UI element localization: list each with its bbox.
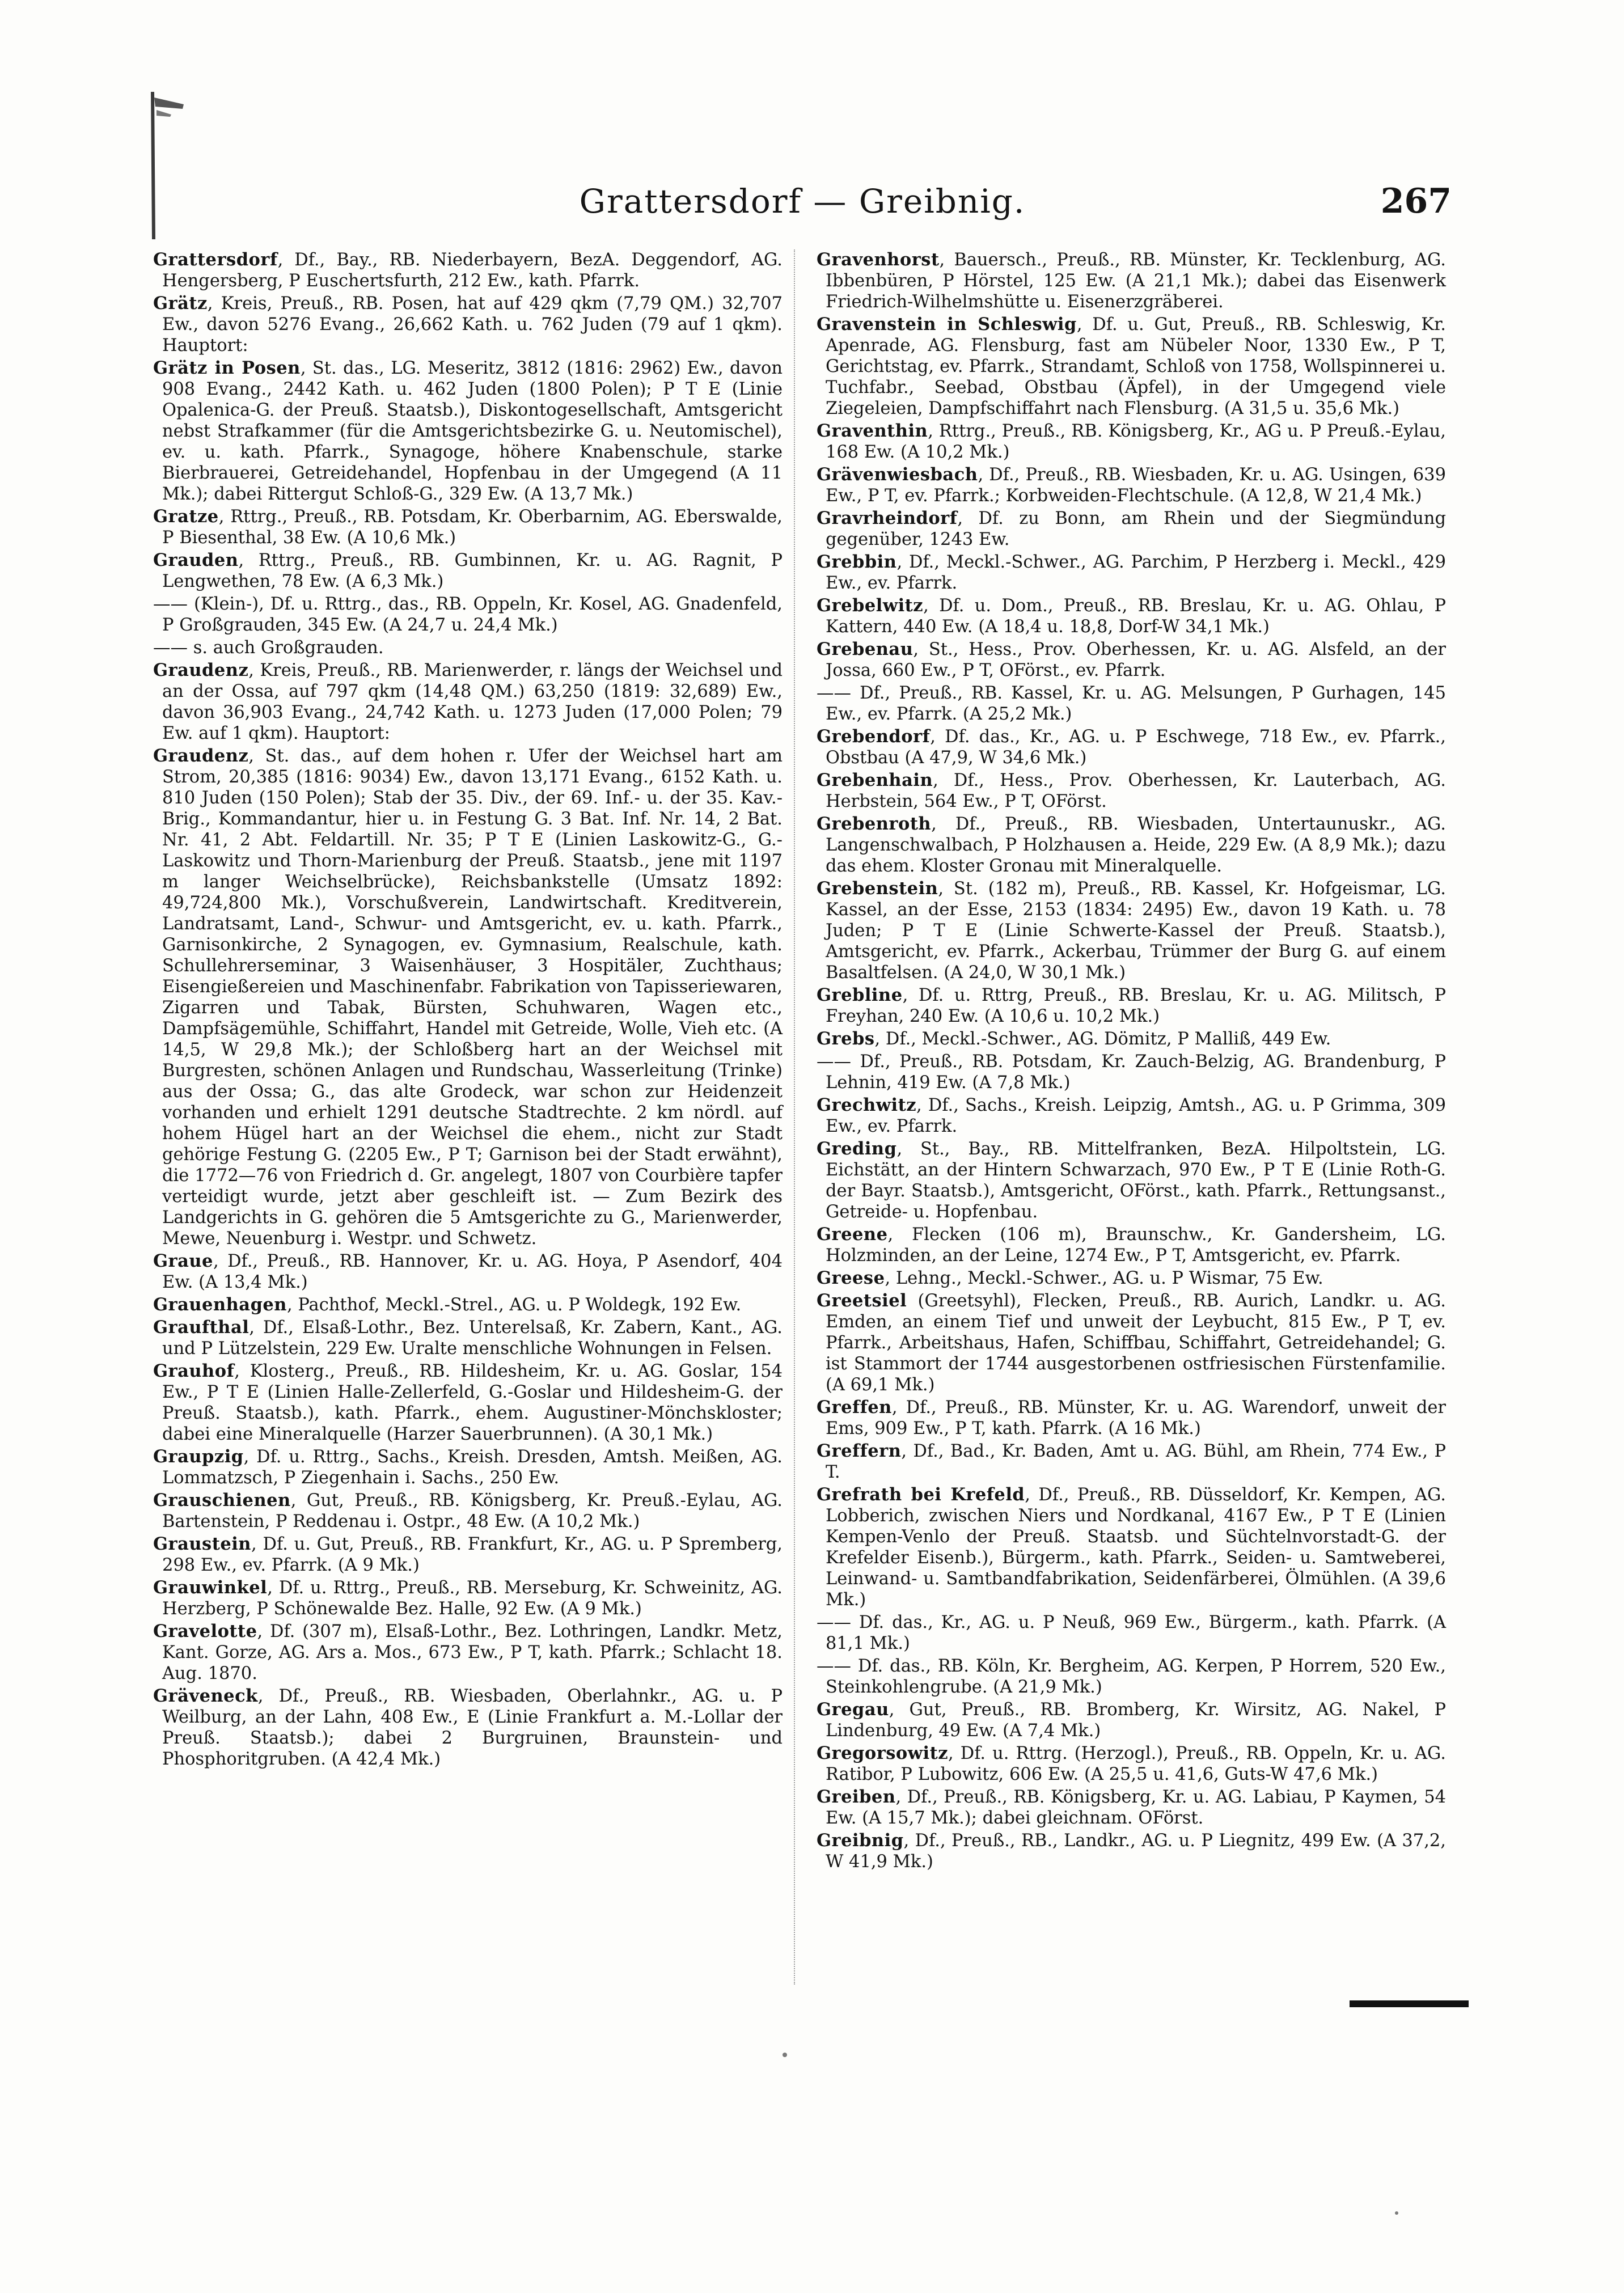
entry-headword: Greene bbox=[817, 1224, 888, 1245]
entry-text: —— Df. das., Kr., AG. u. P Neuß, 969 Ew., Bürgerm., kath. Pfarrk. (A 81,1 Mk.) bbox=[817, 1613, 1446, 1653]
entry-text: , Df. u. Rttrg., Sachs., Kreish. Dresden, Amtsh. Meißen, AG. Lommatzsch, P Ziegenhain i. Sachs., 250 Ew. bbox=[162, 1447, 783, 1488]
dictionary-entry bbox=[817, 314, 1446, 419]
dictionary-entry bbox=[153, 1577, 783, 1619]
dictionary-entry bbox=[817, 683, 1446, 725]
entry-headword: Gravenstein in Schleswig bbox=[817, 314, 1077, 335]
entry-headword: Grattersdorf bbox=[153, 249, 278, 270]
page-header bbox=[153, 170, 1452, 232]
entry-headword: Grebenstein bbox=[817, 878, 938, 899]
dictionary-entry bbox=[153, 358, 783, 505]
entry-text: , St., Bay., RB. Mittelfranken, BezA. Hilpoltstein, LG. Eichstätt, an der Hintern Schwarzach, 970 Ew., P T E (Linie Roth-G. der Bayr. Staatsb.), Amtsgericht, OFörst., kath. Pfarrk., Rettungsanst., Getreide- u. Hopfenbau. bbox=[826, 1139, 1446, 1222]
entry-headword: Greibnig bbox=[817, 1830, 904, 1851]
entry-text: , Df., Preuß., RB. Hannover, Kr. u. AG. Hoya, P Asendorf, 404 Ew. (A 13,4 Mk.) bbox=[162, 1251, 783, 1292]
page-number: 267 bbox=[1380, 181, 1452, 221]
entry-text: , Df., Preuß., RB., Landkr., AG. u. P Liegnitz, 499 Ew. (A 37,2, W 41,9 Mk.) bbox=[826, 1831, 1446, 1872]
dictionary-entry bbox=[817, 508, 1446, 550]
entry-text: , Df., Preuß., RB. Königsberg, Kr. u. AG. Labiau, P Kaymen, 54 Ew. (A 15,7 Mk.); dabei gleichnam. OFörst. bbox=[826, 1787, 1446, 1828]
entry-text: , Pachthof, Meckl.-Strel., AG. u. P Woldegk, 192 Ew. bbox=[286, 1295, 742, 1315]
dictionary-entry bbox=[817, 1268, 1446, 1289]
dictionary-entry bbox=[817, 985, 1446, 1027]
dictionary-entry bbox=[153, 506, 783, 548]
dictionary-entry bbox=[153, 637, 783, 658]
dictionary-entry bbox=[817, 1224, 1446, 1266]
dictionary-entry bbox=[153, 1251, 783, 1293]
entry-headword: Graustein bbox=[153, 1534, 251, 1554]
entry-text: , Df. (307 m), Elsaß-Lothr., Bez. Lothringen, Landkr. Metz, Kant. Gorze, AG. Ars a. Mos., 673 Ew., P T, kath. Pfarrk.; Schlacht 18. Aug. 1870. bbox=[162, 1622, 783, 1683]
dictionary-entry bbox=[153, 1686, 783, 1770]
entry-headword: Grebenau bbox=[817, 639, 914, 659]
entry-text: , Rttrg., Preuß., RB. Gumbinnen, Kr. u. AG. Ragnit, P Lengwethen, 78 Ew. (A 6,3 Mk.) bbox=[162, 551, 783, 591]
dictionary-entry bbox=[817, 595, 1446, 637]
dictionary-entry bbox=[817, 1441, 1446, 1483]
dictionary-entry bbox=[817, 1612, 1446, 1654]
entry-text: , Kreis, Preuß., RB. Posen, hat auf 429 qkm (7,79 QM.) 32,707 Ew., davon 5276 Evang., 26,662 Kath. u. 762 Juden (79 auf 1 qkm). Hauptort: bbox=[162, 294, 783, 356]
entry-headword: Graupzig bbox=[153, 1446, 244, 1467]
entry-text: , Df., Sachs., Kreish. Leipzig, Amtsh., AG. u. P Grimma, 309 Ew., ev. Pfarrk. bbox=[826, 1095, 1446, 1136]
entry-text: —— Df., Preuß., RB. Potsdam, Kr. Zauch-Belzig, AG. Brandenburg, P Lehnin, 419 Ew. (A 7,8 Mk.) bbox=[817, 1052, 1446, 1093]
entry-headword: Graventhin bbox=[817, 421, 928, 441]
entry-headword: Grauenhagen bbox=[153, 1294, 287, 1315]
dictionary-entry bbox=[817, 1051, 1446, 1093]
dictionary-entry bbox=[817, 421, 1446, 463]
entry-text: , St. das., LG. Meseritz, 3812 (1816: 2962) Ew., davon 908 Evang., 2442 Kath. u. 462 Juden (1800 Polen); P T E (Linie Opalenica-G. der Preuß. Staatsb.), Diskontogesellschaft, Amtsgericht nebst Strafkammer (für die Amtsgerichtsbezirke G. u. Neutomischel), ev. u. kath. Pfarrk., Synagoge, höhere Knabenschule, starke Bierbrauerei, Getreidehandel, Hopfenbau in der Umgegend (A 11 Mk.); dabei Rittergut Schloß-G., 329 Ew. (A 13,7 Mk.) bbox=[162, 358, 783, 504]
entry-headword: Greding bbox=[817, 1139, 897, 1159]
print-speck bbox=[1395, 2211, 1398, 2215]
entry-headword: Graudenz bbox=[153, 746, 249, 766]
dictionary-entry bbox=[153, 746, 783, 1249]
dictionary-entry bbox=[153, 1294, 783, 1315]
entry-text: , Df., Hess., Prov. Oberhessen, Kr. Lauterbach, AG. Herbstein, 564 Ew., P T, OFörst. bbox=[826, 771, 1446, 811]
entry-headword: Greetsiel bbox=[817, 1291, 907, 1311]
dictionary-entry bbox=[817, 1787, 1446, 1829]
entry-headword: Gravrheindorf bbox=[817, 508, 958, 528]
entry-text: , Flecken (106 m), Braunschw., Kr. Gandersheim, LG. Holzminden, an der Leine, 1274 Ew., P T, Amtsgericht, ev. Pfarrk. bbox=[826, 1225, 1446, 1266]
entry-headword: Graue bbox=[153, 1251, 213, 1271]
bottom-rule bbox=[1350, 2000, 1469, 2007]
entry-text: , Gut, Preuß., RB. Königsberg, Kr. Preuß.-Eylau, AG. Bartenstein, P Reddenau i. Ostpr., 48 Ew. (A 10,2 Mk.) bbox=[162, 1491, 783, 1532]
entry-text: —— (Klein-), Df. u. Rttrg., das., RB. Oppeln, Kr. Kosel, AG. Gnadenfeld, P Großgrauden, 345 Ew. (A 24,7 u. 24,4 Mk.) bbox=[153, 594, 783, 635]
entry-text: —— Df., Preuß., RB. Kassel, Kr. u. AG. Melsungen, P Gurhagen, 145 Ew., ev. Pfarrk. (A 25,2 Mk.) bbox=[817, 683, 1446, 724]
dictionary-entry bbox=[817, 878, 1446, 983]
entry-text: , Klosterg., Preuß., RB. Hildesheim, Kr. u. AG. Goslar, 154 Ew., P T E (Linien Halle-Zellerfeld, G.-Goslar und Hildesheim-G. der Preuß. Staatsb.), kath. Pfarrk., ehem. Augustiner-Mönchskloster; dabei eine Mineralquelle (Harzer Sauerbrunnen). (A 30,1 Mk.) bbox=[162, 1361, 783, 1444]
entry-text: , Bauersch., Preuß., RB. Münster, Kr. Tecklenburg, AG. Ibbenbüren, P Hörstel, 125 Ew. (A 21,1 Mk.); dabei das Eisenwerk Friedrich-Wilhelmshütte u. Eisenerzgräberei. bbox=[826, 250, 1446, 312]
entry-text: , Df. u. Gut, Preuß., RB. Schleswig, Kr. Apenrade, AG. Flensburg, fast am Nübeler Noor, 1330 Ew., P T, Gerichtstag, ev. Pfarrk., Strandamt, Schloß von 1758, Wollspinnerei u. Tuchfabr., Seebad, Obstbau (Äpfel), in der Umgegend viele Ziegeleien, Dampfschiffahrt nach Flensburg. (A 31,5 u. 35,6 Mk.) bbox=[826, 315, 1446, 418]
dictionary-entry bbox=[817, 1291, 1446, 1395]
dictionary-entry bbox=[817, 552, 1446, 594]
entry-headword: Gravenhorst bbox=[817, 249, 940, 270]
dictionary-entry bbox=[153, 1490, 783, 1532]
entry-text: , Df., Preuß., RB. Wiesbaden, Kr. u. AG. Usingen, 639 Ew., P T, ev. Pfarrk.; Korbweiden-Flechtschule. (A 12,8, W 21,4 Mk.) bbox=[826, 465, 1446, 506]
dictionary-entry bbox=[153, 1621, 783, 1684]
entry-headword: Grätz bbox=[153, 293, 208, 314]
dictionary-entry bbox=[153, 293, 783, 356]
entry-headword: Grebs bbox=[817, 1029, 875, 1049]
entry-text: , Df. u. Dom., Preuß., RB. Breslau, Kr. u. AG. Ohlau, P Kattern, 440 Ew. (A 18,4 u. 18,8, Dorf-W 34,1 Mk.) bbox=[826, 596, 1446, 637]
dictionary-entry bbox=[817, 249, 1446, 312]
entry-text: , Df., Elsaß-Lothr., Bez. Unterelsaß, Kr. Zabern, Kant., AG. und P Lützelstein, 229 Ew. Uralte menschliche Wohnungen in Felsen. bbox=[162, 1318, 783, 1359]
dictionary-entry bbox=[817, 1656, 1446, 1698]
entry-text: , Df. zu Bonn, am Rhein und der Siegmündung gegenüber, 1243 Ew. bbox=[826, 509, 1446, 549]
entry-headword: Gratze bbox=[153, 506, 219, 527]
entry-text: , Df., Meckl.-Schwer., AG. Dömitz, P Malliß, 449 Ew. bbox=[874, 1029, 1331, 1049]
right-column bbox=[817, 249, 1446, 1874]
entry-headword: Gräveneck bbox=[153, 1686, 258, 1706]
entry-headword: Grebelwitz bbox=[817, 595, 924, 616]
entry-text: , Df., Bad., Kr. Baden, Amt u. AG. Bühl, am Rhein, 774 Ew., P T. bbox=[826, 1441, 1446, 1482]
entry-headword: Gregorsowitz bbox=[817, 1743, 949, 1763]
dictionary-entry bbox=[153, 1361, 783, 1445]
entry-text: , Df. u. Rttrg., Preuß., RB. Merseburg, Kr. Schweinitz, AG. Herzberg, P Schönewalde Bez. Halle, 92 Ew. (A 9 Mk.) bbox=[162, 1578, 783, 1619]
dictionary-entry bbox=[817, 1095, 1446, 1137]
entry-headword: Grebline bbox=[817, 985, 903, 1005]
entry-text: , Gut, Preuß., RB. Bromberg, Kr. Wirsitz, AG. Nakel, P Lindenburg, 49 Ew. (A 7,4 Mk.) bbox=[826, 1700, 1446, 1741]
dictionary-entry bbox=[153, 1446, 783, 1488]
dictionary-entry bbox=[817, 1397, 1446, 1439]
entry-text: —— Df. das., RB. Köln, Kr. Bergheim, AG. Kerpen, P Horrem, 520 Ew., Steinkohlengrube. (A 21,9 Mk.) bbox=[817, 1656, 1446, 1697]
entry-headword: Grebenhain bbox=[817, 770, 933, 790]
entry-headword: Grechwitz bbox=[817, 1095, 917, 1115]
dictionary-entry bbox=[817, 639, 1446, 681]
entry-headword: Grauwinkel bbox=[153, 1577, 268, 1598]
entry-headword: Greiben bbox=[817, 1787, 896, 1807]
dictionary-entry bbox=[153, 594, 783, 636]
entry-text: , Df., Bay., RB. Niederbayern, BezA. Deggendorf, AG. Hengersberg, P Euschertsfurth, 212 Ew., kath. Pfarrk. bbox=[162, 250, 783, 291]
entry-headword: Grävenwiesbach bbox=[817, 464, 978, 485]
dictionary-entry bbox=[817, 1484, 1446, 1610]
dictionary-entry bbox=[817, 726, 1446, 768]
dictionary-entry bbox=[817, 464, 1446, 506]
entry-headword: Greese bbox=[817, 1268, 885, 1288]
entry-text: , Df., Meckl.-Schwer., AG. Parchim, P Herzberg i. Meckl., 429 Ew., ev. Pfarrk. bbox=[826, 552, 1446, 593]
entry-text: , Df., Preuß., RB. Münster, Kr. u. AG. Warendorf, unweit der Ems, 909 Ew., P T, kath. Pfarrk. (A 16 Mk.) bbox=[826, 1398, 1446, 1439]
entry-text: , Kreis, Preuß., RB. Marienwerder, r. längs der Weichsel und an der Ossa, auf 797 qkm (14,48 QM.) 63,250 (1819: 32,689) Ew., davon 36,903 Evang., 24,742 Kath. u. 1273 Juden (17,000 Polen; 79 Ew. auf 1 qkm). Hauptort: bbox=[162, 661, 783, 743]
entry-headword: Grauhof bbox=[153, 1361, 235, 1381]
entry-text: , Rttrg., Preuß., RB. Königsberg, Kr., AG u. P Preuß.-Eylau, 168 Ew. (A 10,2 Mk.) bbox=[826, 421, 1446, 462]
dictionary-entry bbox=[153, 660, 783, 744]
print-speck bbox=[783, 2053, 787, 2057]
entry-headword: Grefrath bei Krefeld bbox=[817, 1484, 1025, 1505]
entry-text: —— s. auch Großgrauden. bbox=[153, 638, 384, 658]
dictionary-entry bbox=[817, 1699, 1446, 1741]
dictionary-entry bbox=[817, 1743, 1446, 1785]
dictionary-entry bbox=[817, 1029, 1446, 1050]
entry-text: , Df. u. Gut, Preuß., RB. Frankfurt, Kr., AG. u. P Spremberg, 298 Ew., ev. Pfarrk. (A 9 Mk.) bbox=[162, 1534, 783, 1575]
entry-text: , Df., Preuß., RB. Wiesbaden, Untertaunuskr., AG. Langenschwalbach, P Holzhausen a. Heide, 229 Ew. (A 8,9 Mk.); dazu das ehem. Kloster Gronau mit Mineralquelle. bbox=[826, 814, 1446, 876]
left-column bbox=[153, 249, 783, 1771]
dictionary-entry bbox=[817, 1139, 1446, 1222]
entry-text: , Rttrg., Preuß., RB. Potsdam, Kr. Oberbarnim, AG. Eberswalde, P Biesenthal, 38 Ew. (A 10,6 Mk.) bbox=[162, 507, 783, 548]
entry-text: (Greetsyhl), Flecken, Preuß., RB. Aurich, Landkr. u. AG. Emden, an einem Tief und unweit der Leybucht, 815 Ew., P T, ev. Pfarrk., Arbeitshaus, Hafen, Schiffbau, Schiffahrt, Getreidehandel; G. ist Stammort der 1744 ausgestorbenen ostfriesischen Fürstenfamilie. (A 69,1 Mk.) bbox=[826, 1291, 1446, 1395]
entry-headword: Gregau bbox=[817, 1699, 889, 1720]
dictionary-entry bbox=[817, 814, 1446, 877]
entry-headword: Greffern bbox=[817, 1441, 902, 1461]
entry-headword: Graudenz bbox=[153, 660, 249, 680]
entry-text: , St. das., auf dem hohen r. Ufer der Weichsel hart am Strom, 20,385 (1816: 9034) Ew., davon 13,171 Evang., 6152 Kath. u. 810 Juden (150 Polen); Stab der 35. Div., der 69. Inf.- u. der 35. Kav.-Brig., Kommandantur, hier u. in Festung G. 3 Bat. Inf. Nr. 14, 2 Bat. Nr. 41, 2 Abt. Feldartill. Nr. 35; P T E (Linien Laskowitz-G., G.-Laskowitz und Thorn-Marienburg der Preuß. Staatsb., jene mit 1197 m langer Weichselbrücke), Reichsbankstelle (Umsatz 1892: 49,724,800 Mk.), Vorschußverein, Landwirtschaft. Kreditverein, Landratsamt, Land-, Schwur- und Amtsgericht, ev. u. kath. Pfarrk., Garnisonkirche, 2 Synagogen, ev. Gymnasium, Realschule, kath. Schullehrerseminar, 3 Waisenhäuser, 3 Hospitäler, Zuchthaus; Eisengießereien und Maschinenfabr. Fabrikation von Tapisseriewaren, Zigarren und Tabak, Bürsten, Schuhwaren, Wagen etc., Dampfsägemühle, Schiffahrt, Handel mit Getreide, Wolle, Vieh etc. (A 14,5, W 29,8 Mk.); der Schloßberg hart an der Weichsel mit Burgresten, schönen Anlagen und Rundschau, Wasserleitung (Trinke) aus der Ossa; G., das alte Grodeck, war schon zur Heidenzeit vorhanden und erhielt 1291 deutsche Stadtrechte. 2 km nördl. auf hohem Hügel hart an der Weichsel die ehem., nicht zur Stadt gehörige Festung G. (2205 Ew., P T; Garnison bei der Stadt erwähnt), die 1772—76 von Friedrich d. Gr. angelegt, 1807 von Courbière tapfer verteidigt wurde, jetzt aber geschleift ist. — Zum Bezirk des Landgerichts in G. gehören die 5 Amtsgerichte zu G., Marienwerder, Mewe, Neuenburg i. Westpr. und Schwetz. bbox=[162, 746, 783, 1249]
entry-text: , Df. u. Rttrg. (Herzogl.), Preuß., RB. Oppeln, Kr. u. AG. Ratibor, P Lubowitz, 606 Ew. (A 25,5 u. 41,6, Guts-W 47,6 Mk.) bbox=[826, 1744, 1446, 1784]
running-head: Grattersdorf — Greibnig. bbox=[579, 182, 1026, 221]
entry-text: , St., Hess., Prov. Oberhessen, Kr. u. AG. Alsfeld, an der Jossa, 660 Ew., P T, OFörst., ev. Pfarrk. bbox=[826, 640, 1446, 680]
entry-headword: Grebbin bbox=[817, 552, 897, 572]
dictionary-entry bbox=[817, 770, 1446, 812]
entry-headword: Gravelotte bbox=[153, 1621, 257, 1642]
entry-headword: Grauschienen bbox=[153, 1490, 291, 1511]
dictionary-entry bbox=[153, 550, 783, 592]
entry-headword: Grebendorf bbox=[817, 726, 931, 747]
entry-headword: Grauden bbox=[153, 550, 239, 570]
dictionary-entry bbox=[817, 1830, 1446, 1872]
entry-text: , St. (182 m), Preuß., RB. Kassel, Kr. Hofgeismar, LG. Kassel, an der Esse, 2153 (1834: 2495) Ew., davon 19 Kath. u. 78 Juden; P T E (Linie Schwerte-Kassel der Preuß. Staatsb.), Amtsgericht, ev. Pfarrk., Ackerbau, Trümmer der Burg G. auf einem Basaltfelsen. (A 24,0, W 30,1 Mk.) bbox=[826, 879, 1446, 983]
entry-text: , Df., Preuß., RB. Düsseldorf, Kr. Kempen, AG. Lobberich, zwischen Niers und Nordkanal, 4167 Ew., P T E (Linien Kempen-Venlo der Preuß. Staatsb. und Süchtelnvorstadt-G. der Krefelder Eisenb.), Bürgerm., kath. Pfarrk., Seiden- u. Samtweberei, Leinwand- u. Samtbandfabrikation, Seidenfärberei, Ölmühlen. (A 39,6 Mk.) bbox=[826, 1485, 1446, 1610]
column-divider bbox=[794, 249, 796, 1985]
entry-headword: Graufthal bbox=[153, 1317, 249, 1338]
entry-text: , Df., Preuß., RB. Wiesbaden, Oberlahnkr., AG. u. P Weilburg, an der Lahn, 408 Ew., E (Linie Frankfurt a. M.-Lollar der Preuß. Staatsb.); dabei 2 Burgruinen, Braunstein- und Phosphoritgruben. (A 42,4 Mk.) bbox=[162, 1686, 783, 1769]
entry-text: , Df. das., Kr., AG. u. P Eschwege, 718 Ew., ev. Pfarrk., Obstbau (A 47,9, W 34,6 Mk.) bbox=[826, 727, 1446, 768]
entry-headword: Greffen bbox=[817, 1397, 892, 1418]
entry-text: , Df. u. Rttrg, Preuß., RB. Breslau, Kr. u. AG. Militsch, P Freyhan, 240 Ew. (A 10,6 u. 10,2 Mk.) bbox=[826, 985, 1446, 1026]
dictionary-entry bbox=[153, 249, 783, 291]
dictionary-entry bbox=[153, 1317, 783, 1359]
entry-headword: Grebenroth bbox=[817, 814, 932, 834]
entry-text: , Lehng., Meckl.-Schwer., AG. u. P Wismar, 75 Ew. bbox=[885, 1268, 1323, 1288]
dictionary-entry bbox=[153, 1534, 783, 1576]
entry-headword: Grätz in Posen bbox=[153, 358, 301, 378]
